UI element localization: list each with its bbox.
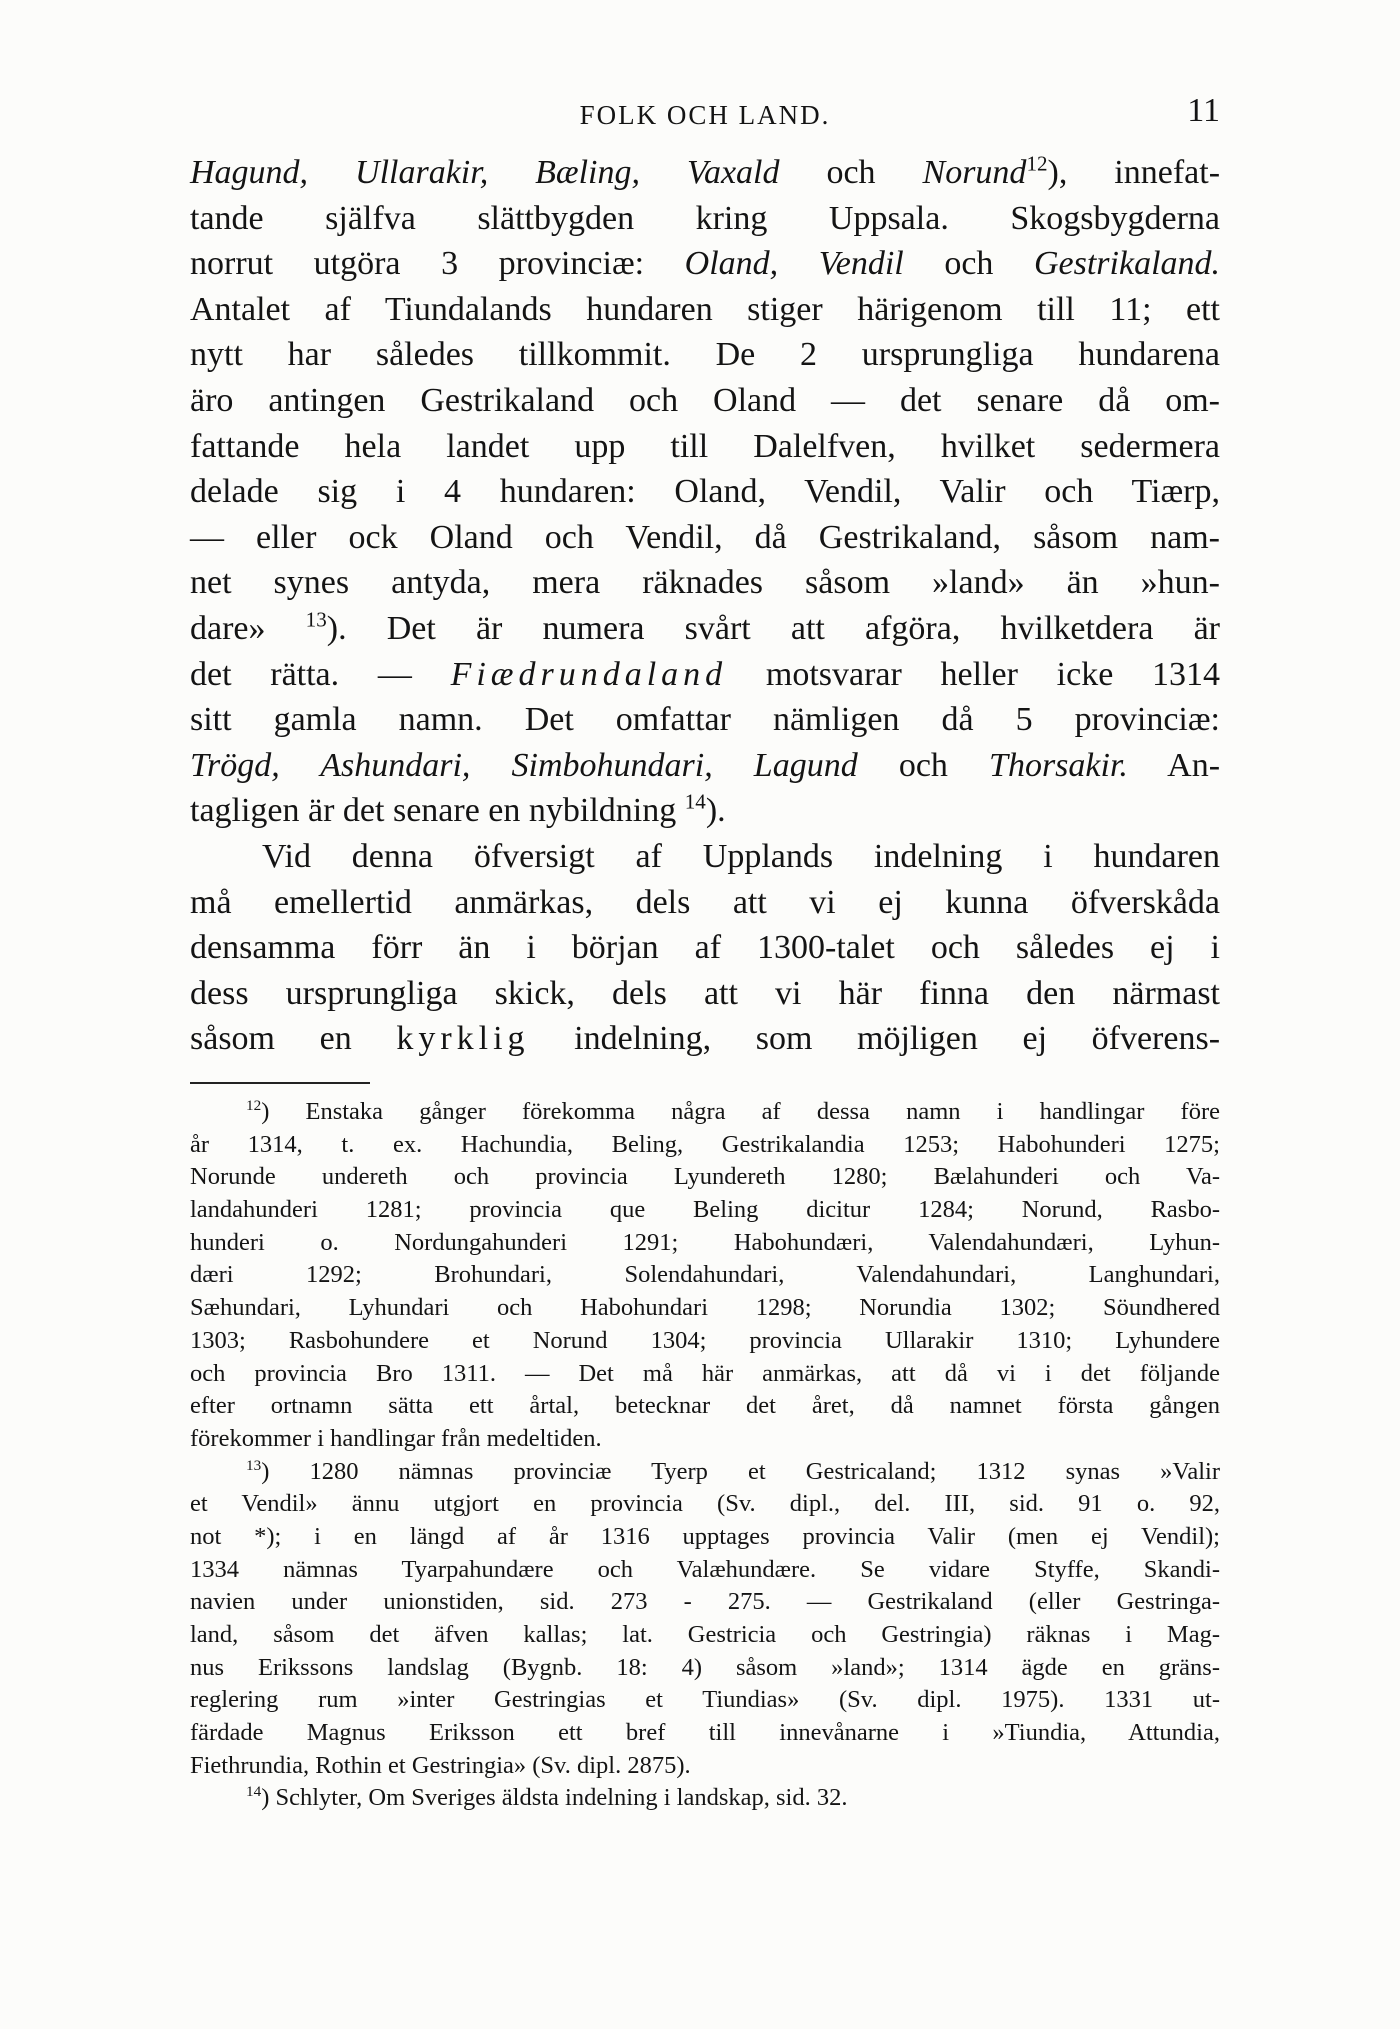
text-line-18: densamma förr än i början af 1300-talet och således ej i — [190, 929, 1220, 967]
text-run: och — [826, 154, 876, 191]
text-run: såsom en — [190, 1020, 352, 1058]
footnote-line: Fiethrundia, Rothin et Gestringia» (Sv. dipl. 2875). — [190, 1751, 691, 1779]
footnote-line — [190, 1096, 1220, 1129]
text-line-20 — [190, 1016, 1220, 1062]
text-line-11 — [190, 606, 1220, 652]
text-run: ). Det är numera svårt att afgöra, hvilketdera är — [326, 609, 1220, 647]
footnote-text: ) 1280 nämnas provinciæ Tyerp et Gestricaland; 1312 synas »Valir — [261, 1457, 1220, 1485]
footnote-line: reglering rum »inter Gestringias et Tiundias» (Sv. dipl. 1975). 1331 ut- — [190, 1686, 1220, 1714]
text-line-12 — [190, 652, 1220, 698]
text-run: och — [898, 746, 948, 784]
footnote-line: år 1314, t. ex. Hachundia, Beling, Gestrikalandia 1253; Habohunderi 1275; — [190, 1130, 1220, 1158]
footnote-text: ) Enstaka gånger förekomma några af dessa namn i handlingar före — [261, 1098, 1220, 1125]
footnote-line: not *); i en längd af år 1316 upptages provincia Valir (men ej Vendil); — [190, 1522, 1220, 1550]
text-line-4: Antalet af Tiundalands hundaren stiger härigenom till 11; ett — [190, 290, 1220, 328]
footnote-12 — [190, 1096, 1220, 1456]
footnote-line: navien under unionstiden, sid. 273 - 275. — Gestrikaland (eller Gestringa- — [190, 1588, 1220, 1616]
footnote-mark: 14 — [246, 1783, 262, 1801]
footnote-line: nus Erikssons landslag (Bygnb. 18: 4) såsom »land»; 1314 ägde en gräns- — [190, 1653, 1220, 1681]
text-line-10: net synes antyda, mera räknades såsom »land» än »hun- — [190, 564, 1220, 602]
text-run: ). — [705, 792, 726, 830]
footnote-line: 1303; Rasbohundere et Norund 1304; provincia Ullarakir 1310; Lyhundere — [190, 1326, 1220, 1354]
text-run: motsvarar heller icke 1314 — [765, 655, 1221, 693]
footnote-line: och provincia Bro 1311. — Det må här anmärkas, att då vi i det följande — [190, 1359, 1220, 1387]
text-line-19: dess ursprungliga skick, dels att vi här finna den närmast — [190, 974, 1220, 1012]
italic-spaced-run: Fiædrundaland — [450, 655, 728, 693]
footnote-line: Sæhundari, Lyhundari och Habohundari 1298; Norundia 1302; Söundhered — [190, 1294, 1220, 1322]
main-text — [190, 150, 1220, 1062]
text-line-7: fattande hela landet upp till Dalelfven, hvilket sedermera — [190, 427, 1220, 465]
text-line-15 — [190, 788, 1220, 834]
text-line-2: tande själfva slättbygden kring Uppsala. Skogsbygderna — [190, 199, 1220, 237]
footnote-text: ) Schlyter, Om Sveriges äldsta indelning i landskap, sid. 32. — [261, 1784, 848, 1812]
footnote-line: landahunderi 1281; provincia que Beling dicitur 1284; Norund, Rasbo- — [190, 1196, 1220, 1224]
italic-run: Oland, Vendil — [684, 245, 904, 283]
footnote-ref-12: 12 — [1026, 151, 1048, 176]
text-run: An- — [1167, 746, 1221, 784]
text-line-8: delade sig i 4 hundaren: Oland, Vendil, Valir och Tiærp, — [190, 473, 1220, 511]
footnote-line: land, såsom det äfven kallas; lat. Gestricia och Gestringia) räknas i Mag- — [190, 1621, 1220, 1648]
italic-run: Gestrikaland. — [1033, 245, 1221, 283]
italic-run: Hagund, Ullarakir, Bæling, Vaxald — [190, 154, 780, 191]
footnote-ref-14: 14 — [684, 789, 706, 814]
footnote-line: dæri 1292; Brohundari, Solendahundari, Valendahundari, Langhundari, — [190, 1261, 1220, 1289]
footnote-mark: 12 — [246, 1096, 262, 1114]
footnote-13 — [190, 1456, 1220, 1783]
footnote-line — [190, 1782, 1220, 1815]
text-line-17: må emellertid anmärkas, dels att vi ej kunna öfverskåda — [190, 883, 1220, 921]
text-line-6: äro antingen Gestrikaland och Oland — det senare då om- — [190, 381, 1220, 419]
footnote-divider — [190, 1082, 370, 1084]
text-line-16: Vid denna öfversigt af Upplands indelning i hundaren — [262, 837, 1220, 875]
footnote-line: et Vendil» ännu utgjort en provincia (Sv. dipl., del. III, sid. 91 o. 92, — [190, 1490, 1220, 1518]
page-number: 11 — [1187, 92, 1220, 129]
text-run: tagligen är det senare en nybildning — [190, 792, 677, 830]
spaced-run: kyrklig — [396, 1020, 530, 1058]
text-run: och — [944, 245, 994, 283]
text-run: norrut utgöra 3 provinciæ: — [190, 245, 645, 283]
footnote-line: förekommer i handlingar från medeltiden. — [190, 1424, 602, 1452]
text-line-13: sitt gamla namn. Det omfattar nämligen då 5 provinciæ: — [190, 701, 1220, 739]
footnote-line: efter ortnamn sätta ett årtal, betecknar det året, då namnet första gången — [190, 1392, 1220, 1420]
text-run: dare» — [190, 609, 266, 647]
running-title: FOLK OCH LAND. — [579, 100, 831, 130]
footnote-line: färdade Magnus Eriksson ett bref till innevånarne i »Tiundia, Attundia, — [190, 1719, 1220, 1747]
italic-run: Norund — [922, 154, 1027, 191]
footnote-line — [190, 1456, 1220, 1489]
text-run: det rätta. — — [190, 655, 412, 693]
italic-run: Thorsakir. — [989, 746, 1128, 784]
footnote-14 — [190, 1782, 1220, 1815]
text-line-9: — eller ock Oland och Vendil, då Gestrikaland, såsom nam- — [190, 518, 1220, 556]
footnotes — [190, 1096, 1220, 1815]
text-line-14 — [190, 743, 1220, 789]
footnote-mark: 13 — [246, 1456, 262, 1474]
running-header — [190, 92, 1220, 136]
text-line-1 — [190, 150, 1220, 196]
footnote-line: hunderi o. Nordungahunderi 1291; Habohundæri, Valendahundæri, Lyhun- — [190, 1228, 1220, 1256]
footnote-ref-13: 13 — [305, 607, 327, 632]
text-run: indelning, som möjligen ej öfverens- — [574, 1020, 1221, 1058]
text-line-3 — [190, 241, 1220, 287]
text-line-5: nytt har således tillkommit. De 2 ursprungliga hundarena — [190, 336, 1220, 374]
footnote-line: 1334 nämnas Tyarpahundære och Valæhundære. Se vidare Styffe, Skandi- — [190, 1555, 1220, 1583]
italic-run: Trögd, Ashundari, Simbohundari, Lagund — [190, 746, 858, 784]
footnote-line: Norunde undereth och provincia Lyundereth 1280; Bælahunderi och Va- — [190, 1163, 1220, 1191]
text-run: ), innefat- — [1047, 154, 1221, 191]
